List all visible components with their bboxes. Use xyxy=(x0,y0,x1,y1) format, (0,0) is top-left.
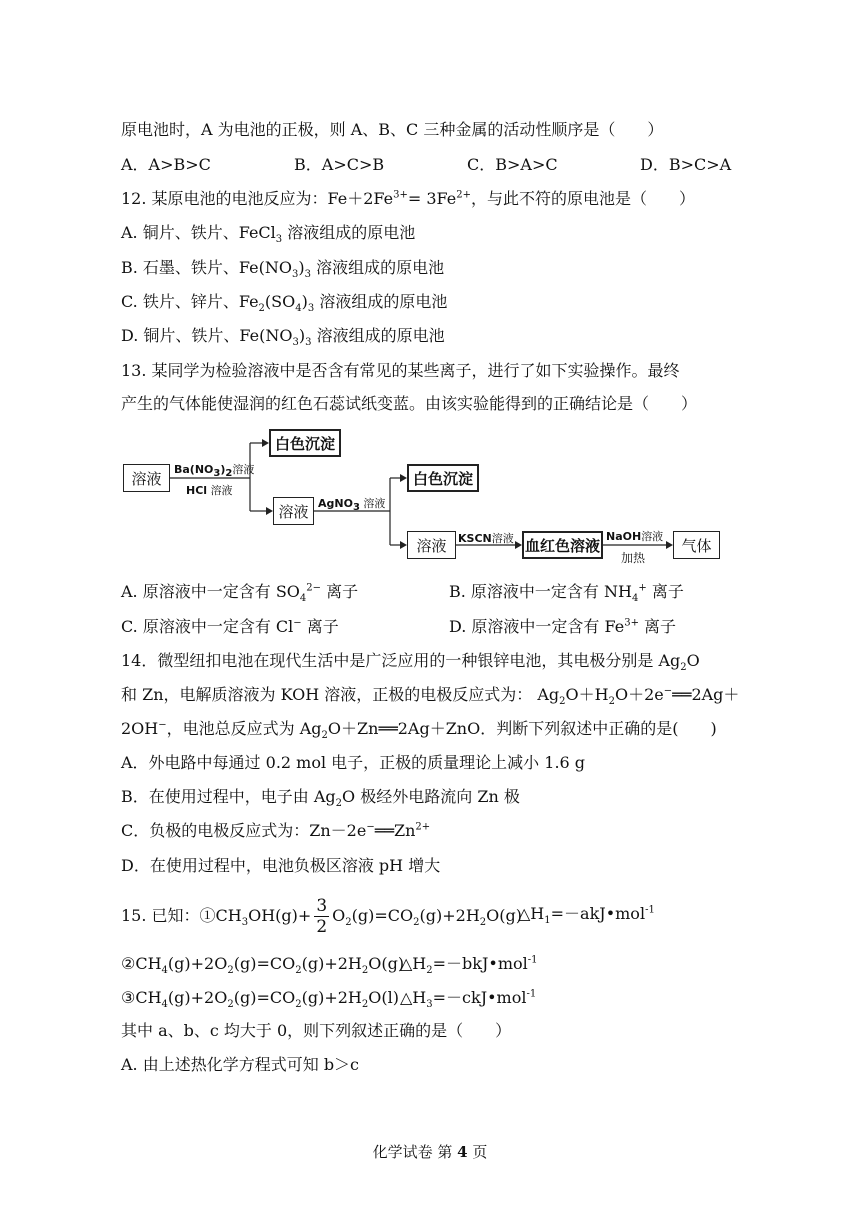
q15-equation-2: $②CH_4(g)+2O_2(g)=CO_2(g)+2H_2O(g)$ xyxy=(121,954,405,977)
q11-stem-tail: 原电池时，A 为电池的正极，则 A、B、C 三种金属的活动性顺序是（ ） xyxy=(121,120,664,139)
q15-equation-3: $③CH_4(g)+2O_2(g)=CO_2(g)+2H_2O(l)$ xyxy=(121,988,399,1011)
flow-heat-label: 加热 xyxy=(621,551,646,565)
flow-reagent-1-bottom: HCl 溶液 xyxy=(186,484,233,497)
q11-option-d: D．B>C>A xyxy=(640,155,732,174)
q11-option-a: A．A>B>C xyxy=(121,155,211,174)
q15-equation-1: 15. 已知：$①CH_3OH(g)+$ $\frac{3}{2}$ $O_2(g)=CO_2(g)+2H_2O(g)$ xyxy=(121,896,522,937)
q15-enthalpy-2: $\triangle H_2=-bkJ•mol^{-1}$ xyxy=(400,954,538,977)
flow-solution-2-box: 溶液 xyxy=(273,497,314,525)
q15-enthalpy-1: $\triangle H_1=-akJ•mol^{-1}$ xyxy=(518,904,655,927)
q13-stem-line1: 13. 某同学为检验溶液中是否含有常见的某些离子，进行了如下实验操作。最终 xyxy=(121,361,680,380)
flow-reagent-2: AgNO$_3$ 溶液 xyxy=(318,497,386,514)
q12-option-c: C. 铁片、锌片、$Fe_2(SO_4)_3$ 溶液组成的原电池 xyxy=(121,292,448,315)
q11-option-b: B．A>C>B xyxy=(294,155,385,174)
q12-option-d: D. 铜片、铁片、$Fe(NO_3)_3$ 溶液组成的原电池 xyxy=(121,326,445,349)
fraction-three-halves: $\frac{3}{2}$ xyxy=(316,896,328,937)
q14-option-a: A．外电路中每通过 0.2 mol 电子，正极的质量理论上减小 1.6 g xyxy=(121,753,586,772)
q13-stem-line2: 产生的气体能使湿润的红色石蕊试纸变蓝。由该实验能得到的正确结论是（ ） xyxy=(121,394,698,413)
q14-option-d: D．在使用过程中，电池负极区溶液 pH 增大 xyxy=(121,856,441,875)
flow-reagent-3: KSCN溶液 xyxy=(458,532,514,545)
q15-option-a: A. 由上述热化学方程式可知 b＞c xyxy=(121,1055,360,1074)
q12-option-a: A. 铜片、铁片、FeCl$_3$ 溶液组成的原电池 xyxy=(121,223,416,246)
flow-white-precipitate-1: 白色沉淀 xyxy=(269,429,341,457)
q11-option-c: C．B>A>C xyxy=(467,155,558,174)
q15-enthalpy-3: $\triangle H_3=-ckJ•mol^{-1}$ xyxy=(400,988,537,1011)
q14-stem-line1: 14．微型纽扣电池在现代生活中是广泛应用的一种银锌电池，其电极分别是 $Ag_2O$ xyxy=(121,651,700,674)
flow-gas-box: 气体 xyxy=(673,531,720,559)
q13-option-b: B. 原溶液中一定含有 $NH_4^+$ 离子 xyxy=(449,582,684,605)
q12-option-b: B. 石墨、铁片、$Fe(NO_3)_3$ 溶液组成的原电池 xyxy=(121,258,445,281)
page-number: 4 xyxy=(457,1143,468,1161)
q14-stem-line2: 和 Zn，电解质溶液为 KOH 溶液，正极的电极反应式为： $Ag_2O+H_2O+2e^-══2Ag+$ xyxy=(121,685,740,708)
q14-option-c: C．负极的电极反应式为：$Zn-2e^-══Zn^{2+}$ xyxy=(121,821,431,840)
flow-white-precipitate-2: 白色沉淀 xyxy=(407,464,479,492)
q13-option-c: C. 原溶液中一定含有 Cl− 离子 xyxy=(121,617,339,636)
q13-option-a: A. 原溶液中一定含有 $SO_4^{2-}$ 离子 xyxy=(121,582,359,605)
flow-solution-3-box: 溶液 xyxy=(407,531,456,559)
flow-blood-red-solution: 血红色溶液 xyxy=(522,531,603,559)
flow-solution-box: 溶液 xyxy=(123,464,170,492)
q12-stem: 12. 某原电池的电池反应为：$Fe+2Fe^{3+}= 3Fe^{2+}$，与此不符的原电池是（ ） xyxy=(121,189,695,208)
q13-option-d: D. 原溶液中一定含有 $Fe^{3+}$ 离子 xyxy=(449,617,677,636)
q14-option-b: B．在使用过程中，电子由 $Ag_2O$ 极经外电路流向 Zn 极 xyxy=(121,787,520,810)
page-footer: 化学试卷 第 4 页 xyxy=(372,1143,488,1161)
q15-stem: 其中 a、b、c 均大于 0，则下列叙述正确的是（ ） xyxy=(121,1021,512,1040)
q14-stem-line3: 2OH−，电池总反应式为 $Ag_2O+Zn══2Ag+ZnO$．判断下列叙述中正确的是( ) xyxy=(121,719,717,742)
flow-reagent-4: NaOH溶液 xyxy=(606,530,664,543)
flow-reagent-1-top: $Ba(NO_3)_2$溶液 xyxy=(174,463,255,480)
